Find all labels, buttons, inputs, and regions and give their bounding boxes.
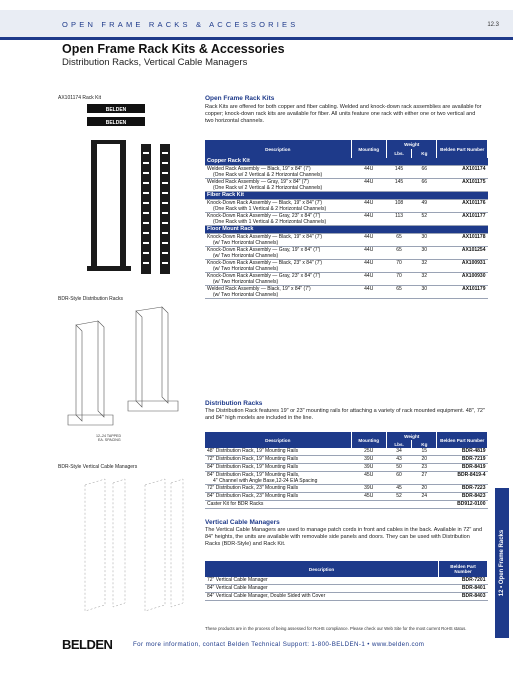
description-detail: (One Rack w/ 2 Vertical & 2 Horizontal Channels) (213, 172, 323, 178)
weight-lbs-cell (386, 501, 411, 509)
weight-kg-cell: 49 (412, 200, 437, 213)
description-text: 48" Distribution Rack, 19" Mounting Rails (207, 448, 299, 454)
weight-lbs-cell: 65 (386, 247, 411, 260)
mounting-cell: 44U (351, 234, 386, 247)
weight-lbs-cell: 65 (386, 286, 411, 299)
part-number-cell: BDR-8419 (437, 464, 488, 472)
table-row (205, 260, 488, 273)
weight-kg-cell: 20 (412, 485, 437, 493)
mounting-cell (351, 501, 386, 509)
rack-kit-illustration (85, 104, 200, 282)
description-cell (205, 286, 351, 299)
weight-lbs-cell: 45 (386, 485, 411, 493)
mounting-cell: 39U (351, 485, 386, 493)
weight-lbs-cell: 108 (386, 200, 411, 213)
table-row (205, 485, 488, 493)
dimension-note: 12–24 TAPPED (96, 434, 122, 438)
table-row (205, 179, 488, 192)
mounting-cell: 44U (351, 247, 386, 260)
description-cell (205, 493, 351, 501)
weight-kg-cell: 52 (412, 213, 437, 226)
mounting-cell: 44U (351, 166, 386, 179)
distribution-racks-description: The Distribution Rack features 19" or 23" mounting rails for attaching a variety of rack mounted equipment. 48", 72" and 84" high models are included in the line. (205, 408, 485, 421)
description-detail: (w/ Two Horizontal Channels) (213, 240, 279, 246)
description-text: Knock-Down Rack Assembly — Black, 19" x 84" (7') (207, 234, 323, 240)
description-detail: (One Rack w/ 2 Vertical & 2 Horizontal Channels) (213, 185, 323, 191)
table-row (205, 234, 488, 247)
description-detail: (One Rack with 1 Vertical & 2 Horizontal Channels) (213, 206, 327, 212)
table-row (205, 247, 488, 260)
column-header: Lbs. (386, 149, 411, 158)
weight-lbs-cell: 145 (386, 179, 411, 192)
rack-kit-label: AX101174 Rack Kit (58, 95, 101, 101)
description-cell: 84" Vertical Cable Manager, Double Sided with Cover (205, 593, 439, 601)
group-label: Copper Rack Kit (205, 158, 488, 166)
description-text: Knock-Down Rack Assembly — Gray, 23" x 84" (7') (207, 273, 321, 279)
belden-logo: BELDEN (62, 637, 113, 652)
part-number-cell: AX101175 (437, 179, 488, 192)
description-cell (205, 464, 351, 472)
part-number-cell: AX100931 (437, 260, 488, 273)
description-text: Knock-Down Rack Assembly — Black, 19" x 84" (7') (207, 200, 323, 206)
mounting-cell: 45U (351, 472, 386, 485)
description-detail: 4" Channel with Angle Base,12-24 EIA Spacing (213, 478, 318, 484)
column-header: Mounting (351, 140, 386, 158)
contact-line: For more information, contact Belden Technical Support: 1-800-BELDEN-1 • www.belden.com (133, 641, 425, 648)
mounting-cell: 44U (351, 179, 386, 192)
part-number-cell: BDR-7219 (437, 456, 488, 464)
description-text: 84" Distribution Rack, 19" Mounting Rails, (207, 472, 300, 478)
group-row (205, 158, 488, 166)
weight-lbs-cell: 65 (386, 234, 411, 247)
part-number-cell: BDR-4819 (437, 448, 488, 456)
table-row (205, 448, 488, 456)
column-header: Belden Part Number (437, 140, 488, 158)
description-cell: 72" Vertical Cable Manager (205, 577, 439, 585)
distribution-racks-title: Distribution Racks (205, 400, 263, 407)
table-row (205, 493, 488, 501)
svg-text:BELDEN: BELDEN (105, 107, 127, 113)
description-detail: (w/ Two Horizontal Channels) (213, 266, 279, 272)
weight-kg-cell: 66 (412, 166, 437, 179)
group-label: Floor Mount Rack (205, 226, 488, 234)
table-row (205, 501, 488, 509)
weight-kg-cell: 66 (412, 179, 437, 192)
description-text: Welded Rack Assembly — Black, 19" x 84" (7') (207, 166, 311, 172)
mounting-cell: 25U (351, 448, 386, 456)
description-text: Welded Rack Assembly — Gray, 19" x 84" (7') (207, 179, 309, 185)
weight-kg-cell: 27 (412, 472, 437, 485)
description-text: Knock-Down Rack Assembly — Gray, 23" x 84" (7') (207, 213, 321, 219)
weight-lbs-cell: 43 (386, 456, 411, 464)
weight-kg-cell: 30 (412, 286, 437, 299)
table-row (205, 577, 488, 585)
description-cell (205, 213, 351, 226)
rohs-footnote: These products are in the process of being assessed for RoHS compliance. Please check our Web Site for the most current RoHS status. (205, 626, 467, 631)
side-tab-label: 12 • Open Frame Racks (499, 529, 505, 597)
part-number-cell: BDR-7201 (439, 577, 488, 585)
part-number-cell: BDR-7223 (437, 485, 488, 493)
mounting-cell: 44U (351, 273, 386, 286)
column-header: Mounting (351, 432, 386, 448)
weight-kg-cell: 30 (412, 247, 437, 260)
weight-kg-cell: 30 (412, 234, 437, 247)
part-number-cell: AX101254 (437, 247, 488, 260)
weight-lbs-cell: 70 (386, 273, 411, 286)
weight-kg-cell (412, 501, 437, 509)
column-header: Belden Part Number (439, 561, 488, 577)
table-row (205, 585, 488, 593)
column-header: Lbs. (386, 440, 411, 448)
description-text: 72" Distribution Rack, 23" Mounting Rails (207, 485, 299, 491)
description-cell (205, 234, 351, 247)
description-cell (205, 501, 351, 509)
description-cell (205, 260, 351, 273)
mounting-cell: 44U (351, 200, 386, 213)
group-label: Fiber Rack Kit (205, 192, 488, 200)
weight-lbs-cell: 50 (386, 464, 411, 472)
vcm-table (205, 561, 488, 601)
weight-kg-cell: 23 (412, 464, 437, 472)
table-row (205, 200, 488, 213)
bdr-racks-illustration (58, 303, 193, 443)
part-number-cell: BDR-8419-4 (437, 472, 488, 485)
mounting-cell: 44U (351, 260, 386, 273)
part-number-cell: AX100930 (437, 273, 488, 286)
group-row (205, 226, 488, 234)
weight-lbs-cell: 60 (386, 472, 411, 485)
mounting-cell: 44U (351, 286, 386, 299)
description-text: 84" Distribution Rack, 19" Mounting Rails (207, 464, 299, 470)
description-text: 84" Distribution Rack, 23" Mounting Rails (207, 493, 299, 499)
column-header: Description (205, 432, 351, 448)
part-number-cell: AX101179 (437, 286, 488, 299)
table-row (205, 464, 488, 472)
rack-kits-table (205, 140, 488, 299)
weight-kg-cell: 20 (412, 456, 437, 464)
part-number-cell: BDR-8401 (439, 585, 488, 593)
part-number-cell: BD912-0100 (437, 501, 488, 509)
description-detail: (w/ Two Horizontal Channels) (213, 279, 279, 285)
weight-kg-cell: 24 (412, 493, 437, 501)
mounting-cell: 39U (351, 464, 386, 472)
description-text: 72" Distribution Rack, 19" Mounting Rails (207, 456, 299, 462)
weight-lbs-cell: 52 (386, 493, 411, 501)
table-row (205, 213, 488, 226)
page-number: 12.3 (487, 22, 499, 28)
column-header: Weight (386, 140, 437, 149)
vcm-title: Vertical Cable Managers (205, 519, 280, 526)
section-category: OPEN FRAME RACKS & ACCESSORIES (62, 20, 299, 29)
page-title: Open Frame Rack Kits & Accessories (62, 42, 285, 56)
weight-lbs-cell: 70 (386, 260, 411, 273)
table-row (205, 593, 488, 601)
vcm-description: The Vertical Cable Managers are used to manage patch cords in front and cables in the back. Available in 72" and 84" heights, the units are available with removable side panels and doors. They can be used with Distribution Racks (BDR-Style) and Rack Kit. (205, 527, 483, 547)
description-cell (205, 200, 351, 213)
description-cell (205, 456, 351, 464)
section-side-tab (495, 488, 509, 638)
description-text: Knock-Down Rack Assembly — Black, 23" x 84" (7') (207, 260, 323, 266)
description-text: Welded Rack Assembly — Black, 19" x 84" (7') (207, 286, 311, 292)
table-row (205, 273, 488, 286)
svg-text:EA. SPACING: EA. SPACING (98, 438, 121, 442)
table-row (205, 456, 488, 464)
part-number-cell: BDR-8403 (439, 593, 488, 601)
part-number-cell: AX101176 (437, 200, 488, 213)
weight-lbs-cell: 145 (386, 166, 411, 179)
page-subtitle: Distribution Racks, Vertical Cable Managers (62, 57, 248, 68)
description-detail: (w/ Two Horizontal Channels) (213, 253, 279, 259)
vcm-label: BDR-Style Vertical Cable Managers (58, 464, 138, 470)
table-row (205, 166, 488, 179)
column-header: Kg (412, 149, 437, 158)
part-number-cell: AX101174 (437, 166, 488, 179)
part-number-cell: AX101177 (437, 213, 488, 226)
column-header: Weight (386, 432, 437, 440)
description-cell: 84" Vertical Cable Manager (205, 585, 439, 593)
table-row (205, 472, 488, 485)
description-text: Knock-Down Rack Assembly — Gray, 19" x 84" (7') (207, 247, 321, 253)
weight-kg-cell: 15 (412, 448, 437, 456)
mounting-cell: 44U (351, 213, 386, 226)
part-number-cell: AX101178 (437, 234, 488, 247)
rack-kits-description: Rack Kits are offered for both copper and fiber cabling. Welded and knock-down rack assemblies are available for copper; knock-down rack kits are available for fiber. All units feature one rack with either one or two vertical and two horizontal channels. (205, 104, 482, 124)
mounting-cell: 45U (351, 493, 386, 501)
description-cell (205, 448, 351, 456)
description-cell (205, 166, 351, 179)
weight-lbs-cell: 34 (386, 448, 411, 456)
column-header: Kg (412, 440, 437, 448)
bdr-racks-label: BDR-Style Distribution Racks (58, 296, 124, 302)
description-cell (205, 179, 351, 192)
weight-lbs-cell: 113 (386, 213, 411, 226)
rack-kits-title: Open Frame Rack Kits (205, 95, 275, 102)
weight-kg-cell: 32 (412, 273, 437, 286)
description-cell (205, 485, 351, 493)
distribution-racks-table (205, 432, 488, 509)
description-cell (205, 472, 351, 485)
part-number-cell: BDR-8423 (437, 493, 488, 501)
weight-kg-cell: 32 (412, 260, 437, 273)
vcm-illustration (65, 475, 195, 620)
description-detail: (w/ Two Horizontal Channels) (213, 292, 279, 298)
description-cell (205, 273, 351, 286)
table-row (205, 286, 488, 299)
group-row (205, 192, 488, 200)
description-cell (205, 247, 351, 260)
mounting-cell: 39U (351, 456, 386, 464)
column-header: Description (205, 140, 351, 158)
column-header: Description (205, 561, 439, 577)
description-text: Caster Kit for BDR Racks (207, 501, 264, 507)
svg-text:BELDEN: BELDEN (105, 120, 127, 126)
description-detail: (One Rack with 1 Vertical & 2 Horizontal Channels) (213, 219, 327, 225)
column-header: Belden Part Number (437, 432, 488, 448)
